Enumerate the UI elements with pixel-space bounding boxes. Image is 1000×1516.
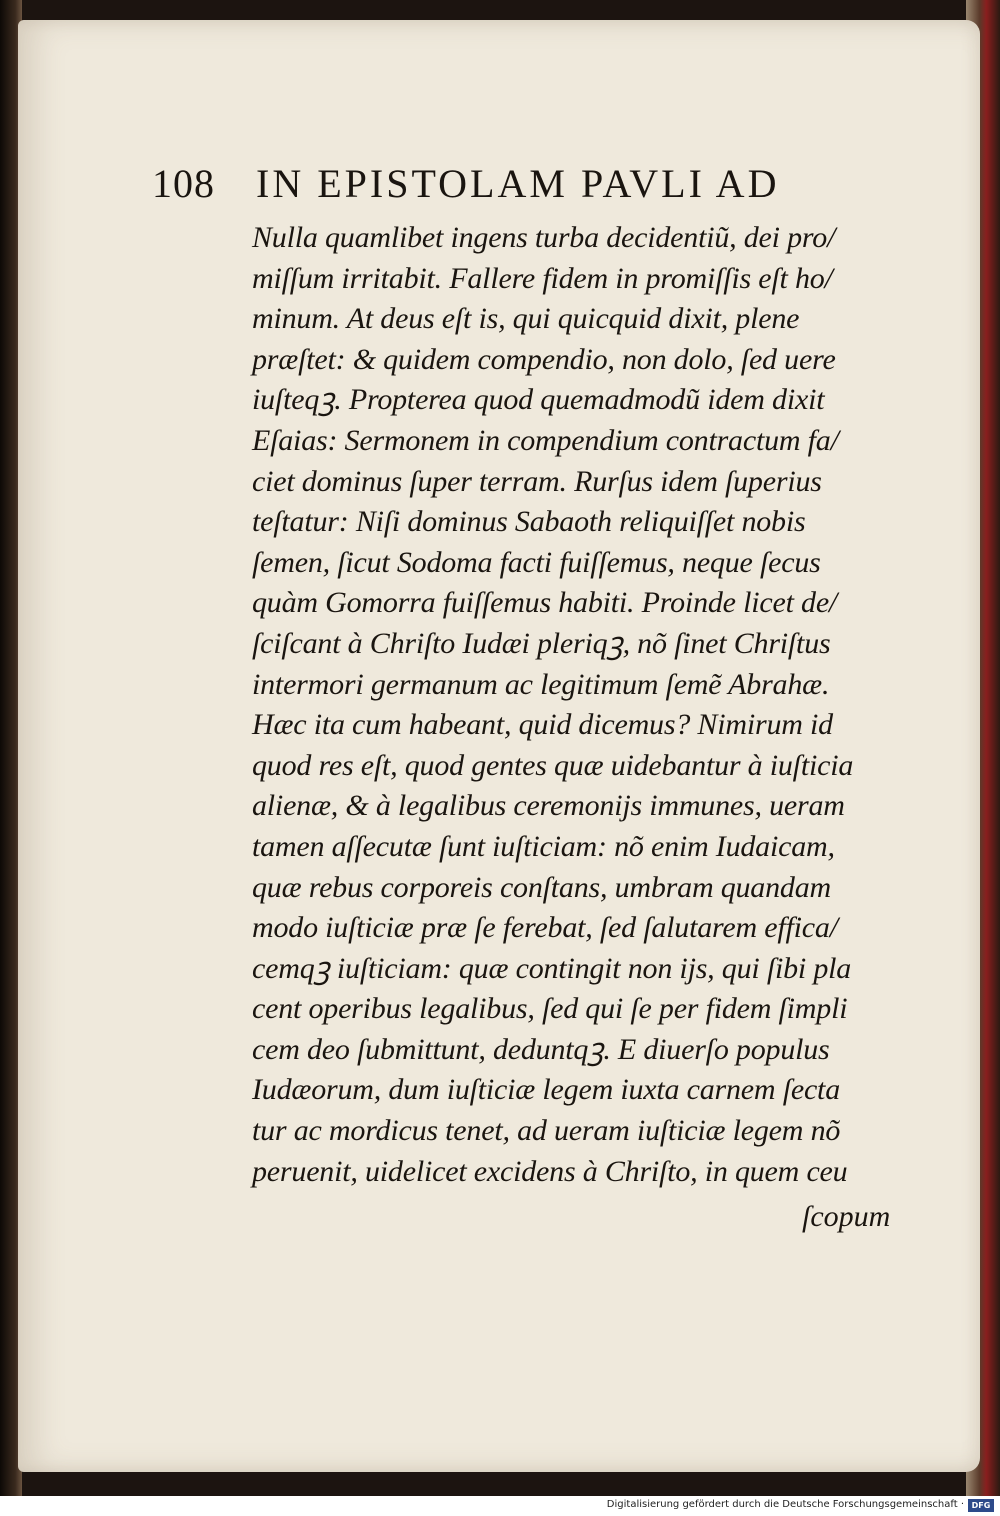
catchword: ſcopum [802,1200,891,1233]
text-line: præſtet: & quidem compendio, non dolo, ſed uere [252,342,836,376]
text-line: intermori germanum ac legitimum ſemẽ Abrahæ. [252,667,830,701]
footer-bar [0,1496,1000,1516]
text-line: ſemen, ſicut Sodoma facti fuiſſemus, neque ſecus [252,545,821,579]
text-line: ciet dominus ſuper terram. Rurſus idem ſuperius [252,464,822,498]
text-line: quàm Gomorra fuiſſemus habiti. Proinde licet de/ [252,586,838,620]
dfg-logo: DFG [968,1499,994,1512]
text-line: quæ rebus corporeis conſtans, umbram quandam [252,870,831,904]
text-line: cent operibus legalibus, ſed qui ſe per fidem ſimpli [252,992,848,1026]
text-line: modo iuſticiæ præ ſe ferebat, ſed ſalutarem effica/ [252,911,838,945]
text-line: cem deo ſubmittunt, deduntqꝫ. E diuerſo populus [252,1032,830,1066]
text-line: teſtatur: Niſi dominus Sabaoth reliquiſſet nobis [252,505,806,539]
body-text [252,218,912,1192]
text-line: Nulla quamlibet ingens turba decidentiũ, dei pro/ [252,221,836,254]
text-line: tur ac mordicus tenet, ad ueram iuſticiæ legem nõ [252,1114,841,1148]
running-title: IN EPISTOLAM PAVLI AD [256,161,780,206]
funding-notice: Digitalisierung gefördert durch die Deutsche Forschungsgemeinschaft · [606,1499,964,1510]
text-line: tamen aſſecutæ ſunt iuſticiam: nõ enim Iudaicam, [252,829,835,863]
text-line: peruenit, uidelicet excidens à Chriſto, in quem ceu [252,1154,848,1188]
text-line: quod res eſt, quod gentes quæ uidebantur à iuſticia [252,748,854,782]
text-line: minum. At deus eſt is, qui quicquid dixit, plene [252,302,800,336]
text-line: ſciſcant à Chriſto Iudæi pleriqꝫ, nõ ſinet Chriſtus [252,626,831,660]
page-number: 108 [152,161,215,206]
text-line: Iudæorum, dum iuſticiæ legem iuxta carnem ſecta [252,1073,840,1107]
text-line: Hæc ita cum habeant, quid dicemus? Nimirum id [252,708,833,742]
text-line: alienæ, & à legalibus ceremonijs immunes, ueram [252,789,845,823]
text-line: Eſaias: Sermonem in compendium contractum fa/ [252,423,839,457]
text-line: miſſum irritabit. Fallere fidem in promiſſis eſt ho/ [252,261,833,295]
text-line: cemqꝫ iuſticiam: quæ contingit non ijs, qui ſibi pla [252,951,852,985]
text-line: iuſteqꝫ. Propterea quod quemadmodũ idem dixit [252,383,825,417]
